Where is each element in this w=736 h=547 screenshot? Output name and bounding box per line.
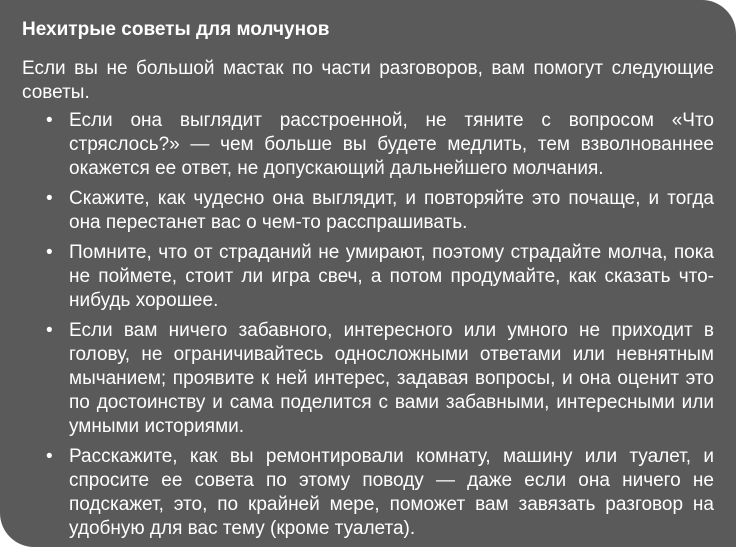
bullet-icon: • (46, 242, 53, 263)
tip-item (22, 241, 714, 313)
tip-item (22, 187, 714, 235)
bullet-icon: • (46, 320, 53, 341)
tip-item (22, 109, 714, 181)
box-title: Нехитрые советы для молчунов (22, 19, 330, 40)
tip-text: Если вам ничего забавного, интересного или умного не приходит в голову, не ограничивайтесь односложными ответами или невнятным мычанием; проявите к ней интерес, задавая вопросы, и она оценит это по достоинству и сама поделится с вами забавными, интересными или умными историями. (69, 320, 714, 437)
tip-text: Скажите, как чудесно она выглядит, и повторяйте это почаще, и тогда она перестанет вас о чем-то расспрашивать. (69, 188, 714, 233)
tip-text: Помните, что от страданий не умирают, поэтому страдайте молча, пока не поймете, стоит ли игра свеч, а потом продумайте, как сказать что-нибудь хорошее. (69, 242, 714, 311)
bullet-icon: • (46, 188, 53, 209)
tip-item (22, 319, 714, 439)
tips-list (22, 109, 714, 541)
intro-paragraph: Если вы не большой мастак по части разговоров, вам помогут следующие советы. (22, 58, 714, 103)
tip-text: Если она выглядит расстроенной, не тяните с вопросом «Что стряслось?» — чем больше вы будете медлить, тем взволнованнее окажется ее ответ, не допускающий дальнейшего молчания. (69, 110, 714, 179)
tip-text: Расскажите, как вы ремонтировали комнату, машину или туалет, и спросите ее совета по этому поводу — даже если она ничего не подскажет, это, по крайней мере, поможет вам завязать разговор на удобную для вас тему (кроме туалета). (69, 446, 714, 539)
bullet-icon: • (46, 446, 53, 467)
tip-item (22, 445, 714, 541)
bullet-icon: • (46, 110, 53, 131)
